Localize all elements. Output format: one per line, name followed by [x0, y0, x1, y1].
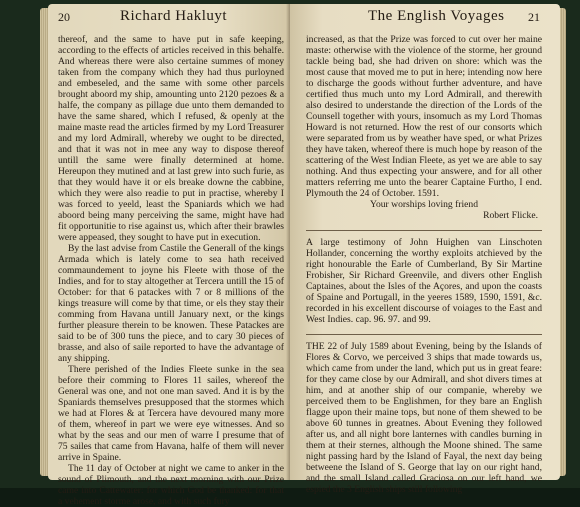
left-paragraph-1: thereof, and the same to have put in safe keeping, according to the effects of articles received in this behalfe. And whereas there were also certaine summes of money taken from the company which they had thus purloyned and embeseled, and the same with some other parcels brought aboord my ship, amounting unto 2120 pezoes & a halfe, the company as pillage due unto them demanded to have the same shared, which I refused, & openly at the maine maste read the articles firmed by my Lord Treasurer and my lord Admirall, whereby we ought to be directed, and that it was not in mee any way to dispose thereof untill the same were finally determined at home. Hereupon they mutined and at last grew into such furie, as that they would have it or els breake downe the cabbine, which they were also readie to put in practise, whereby I was forced to yeeld, least the Spaniards which we had aboord being many perceiving the same, might have had fit opportunitie to rise against us, which after their brawles were appeased, they sought to have put in execution.: [58, 34, 284, 243]
right-page: [290, 4, 560, 495]
left-running-title: Richard Hakluyt: [120, 8, 228, 24]
left-paragraph-2: By the last advise from Castile the Generall of the kings Armada which is lately come to sea hath received commaundement to joyne his Fleete with those of the Indies, and for to stay altogether at Tercera untill the 15 of October: for that 6 patackes with 7 or 8 millions of the kings treasure will come by that time, or els they stay their comming from Havana untill January next, or the kings further pleasure therein to be knowen. These Patackes are said to be of 300 tuns the piece, and to cary 30 pieces of brasse, and also of saile reported to have the advantage of any shipping.: [58, 243, 284, 364]
final-lead-word: THE: [306, 341, 325, 352]
left-running-head: [48, 4, 290, 30]
right-paragraph-1: increased, as that the Prize was forced to cut over her maine maste: otherwise with the violence of the storme, her ground tackle being bad, she had driven on shore: which was the most cause that moved me to put in here; intending now here to discharge the goods without further adventure, and have certified thus much unto my Lord Admirall, and therewith also desired to understande the direction of the Lords of the Counsell together with yours, insomuch as my Lord Thomas Howard is not returned. How the rest of our consorts which were separated from us by weather have sped, or what Prizes they have taken, whereof there is much hope by reason of the scattering of the West Indian Fleete, as yet we are able to say nothing. And thus expecting your answere, and for all other matters referring me unto the bearer Captaine Furtho, I end. Plymouth the 24 of October. 1591.: [306, 34, 542, 199]
right-running-head: [290, 4, 560, 30]
left-page-text: [58, 34, 284, 507]
final-paragraph-text: 22 of July 1589 about Evening, being by the Islands of Flores & Corvo, we perceived 3 ships that made towards us, which came from under the land, which put us in great feare: for they came close by our Admirall, and shot divers times at him, and at another ship of our companie, whereby we perceived them to be Englishmen, for they bare an English flagge upon their maine tops, but none of them shewed to be above 60 tunnes in greatnes. About Evening they followed after us, and all night bore lanternes with candles burning in them at their sternes, although the Moone shined. The same night passing hard by the Island of Fayal, the next day being betweene the Island of S. George that lay on our right hand, and the small Island called Graciosa on our left hand, we espied the 3 English ships still following: [306, 341, 542, 495]
right-page-number: 21: [528, 10, 540, 24]
right-paragraph-final: [306, 341, 542, 495]
right-page-text: [306, 34, 542, 495]
letter-signoff: Your worships loving friend: [369, 199, 479, 210]
left-page-number: 20: [58, 10, 70, 24]
testimony-heading: A large testimony of John Huighen van Linschoten Hollander, concerning the worthy exploits atchieved by the right honourable the Earle of Cumberland, By Sir Martine Frobisher, Sir Richard Greenvile, and divers other English Captaines, about the Isles of the Açores, and upon the coasts of Spaine and Portugall, in the yeeres 1589, 1590, 1591, &c. recorded in his excellent discourse of voiages to the East and West Indies. cap. 96. 97. and 99.: [306, 237, 542, 325]
left-paragraph-3: There perished of the Indies Fleete sunke in the sea before their comming to Flores 11 sailes, whereof the General was one, and not one man saved. And it is by the Spaniards themselves presupposed that the stormes which we had at Flores & at Tercera have devoured many more of them, whereof in part we were eye witnesses. And so what by the seas and our men of warre I presume that of 75 sailes that came from Havana, halfe of them will never arrive in Spaine.: [58, 364, 284, 463]
letter-signature: Robert Flicke.: [483, 210, 538, 221]
left-page-edges: [40, 8, 48, 476]
left-paragraph-4: The 11 day of October at night we came to anker in the sound of Plimouth, and the next morning with our Prize came into Cattewater: for which God be thanked: for that a vehement storme arose, and with such fury: [58, 463, 284, 507]
right-running-title: The English Voyages: [368, 8, 505, 24]
right-page-edges: [560, 8, 566, 476]
left-page: [48, 4, 290, 507]
section-divider-2: [306, 334, 542, 335]
section-divider: [306, 230, 542, 231]
